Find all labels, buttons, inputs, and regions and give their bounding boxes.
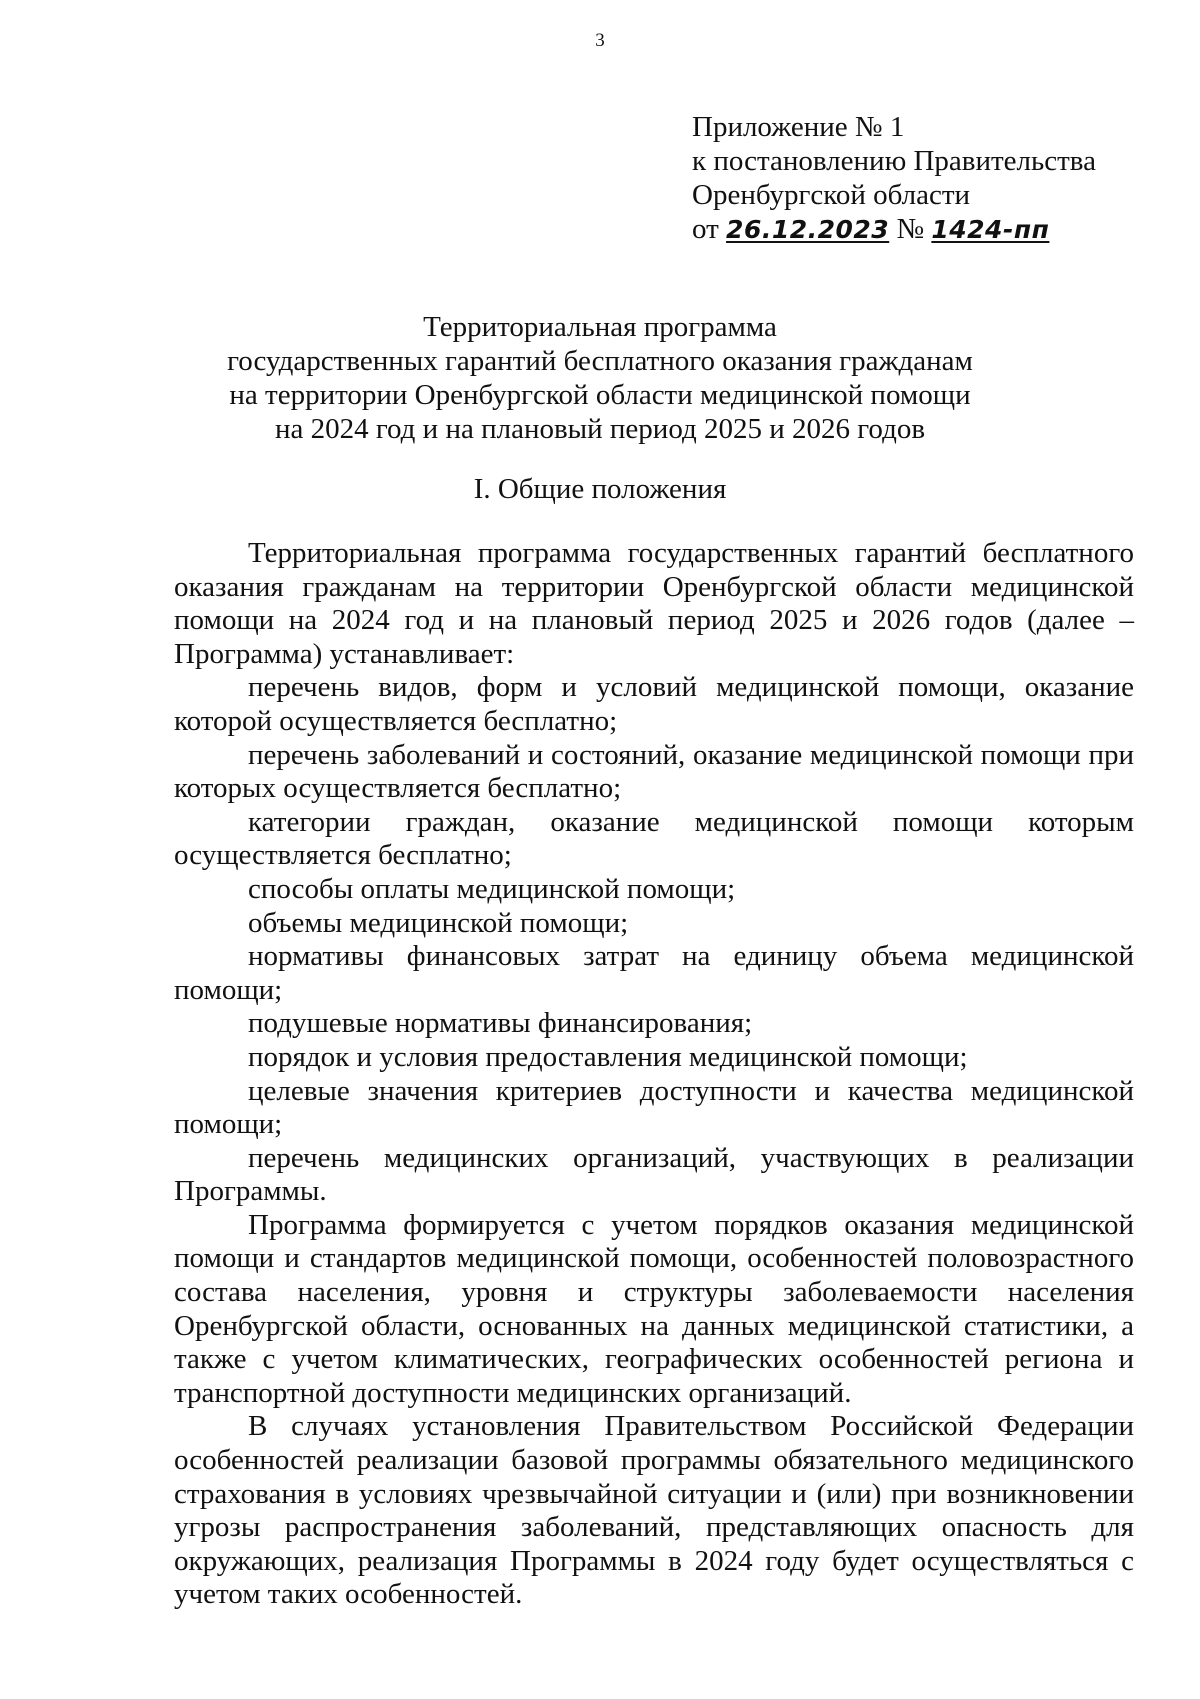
paragraph: способы оплаты медицинской помощи; <box>248 872 736 905</box>
appendix-block <box>692 110 1096 247</box>
paragraph: В случаях установления Правительством Российской Федерации особенностей реализации базовой программы обязательного медицинского страхования в условиях чрезвычайной ситуации и (или) при возникновении угрозы распространения заболеваний, представляющих опасность для окружающих, реализация Программы в 2024 году будет осуществляться с учетом таких особенностей. <box>174 1410 1134 1611</box>
paragraph: Территориальная программа государственных гарантий бесплатного оказания гражданам на территории Оренбургской области медицинской помощи на 2024 год и на плановый период 2025 и 2026 годов (далее – Программа) устанавливает: <box>174 537 1134 670</box>
document-title <box>0 310 1200 446</box>
paragraph: порядок и условия предоставления медицинской помощи; <box>248 1040 968 1073</box>
appendix-line-1: Приложение № 1 <box>692 111 905 143</box>
paragraph: перечень заболеваний и состояний, оказание медицинской помощи при которых осуществляется бесплатно; <box>174 738 1134 805</box>
paragraph: целевые значения критериев доступности и качества медицинской помощи; <box>174 1074 1134 1141</box>
paragraph: нормативы финансовых затрат на единицу объема медицинской помощи; <box>174 940 1134 1006</box>
appendix-line-3: Оренбургской области <box>692 179 971 211</box>
paragraph: перечень видов, форм и условий медицинской помощи, оказание которой осуществляется бесплатно; <box>174 671 1134 737</box>
title-line-2: государственных гарантий бесплатного оказания гражданам <box>227 345 973 377</box>
date-prefix: от <box>692 213 719 245</box>
paragraph: категории граждан, оказание медицинской помощи которым осуществляется бесплатно; <box>174 805 1134 872</box>
title-line-3: на территории Оренбургской области медицинской помощи <box>229 379 971 411</box>
paragraph: Программа формируется с учетом порядков оказания медицинской помощи и стандартов медицинской помощи, особенностей половозрастного состава населения, уровня и структуры заболеваемости населения Оренбургской области, основанных на данных медицинской статистики, а также с учетом климатических, географических особенностей региона и транспортной доступности медицинских организаций. <box>174 1208 1134 1409</box>
paragraph: перечень медицинских организаций, участвующих в реализации Программы. <box>174 1141 1134 1208</box>
appendix-line-2: к постановлению Правительства <box>692 145 1096 177</box>
title-line-1: Территориальная программа <box>423 311 777 343</box>
body-text <box>174 537 1134 1612</box>
page-number: 3 <box>595 30 605 51</box>
handwritten-date: 26.12.2023 <box>726 215 890 244</box>
number-prefix: № <box>896 213 925 245</box>
paragraph: подушевые нормативы финансирования; <box>248 1007 753 1040</box>
appendix-date-line <box>692 212 1096 247</box>
section-title: I. Общие положения <box>473 473 727 505</box>
paragraph: объемы медицинской помощи; <box>248 906 629 939</box>
title-line-4: на 2024 год и на плановый период 2025 и 2026 годов <box>274 413 926 445</box>
handwritten-number: 1424-пп <box>931 215 1050 244</box>
